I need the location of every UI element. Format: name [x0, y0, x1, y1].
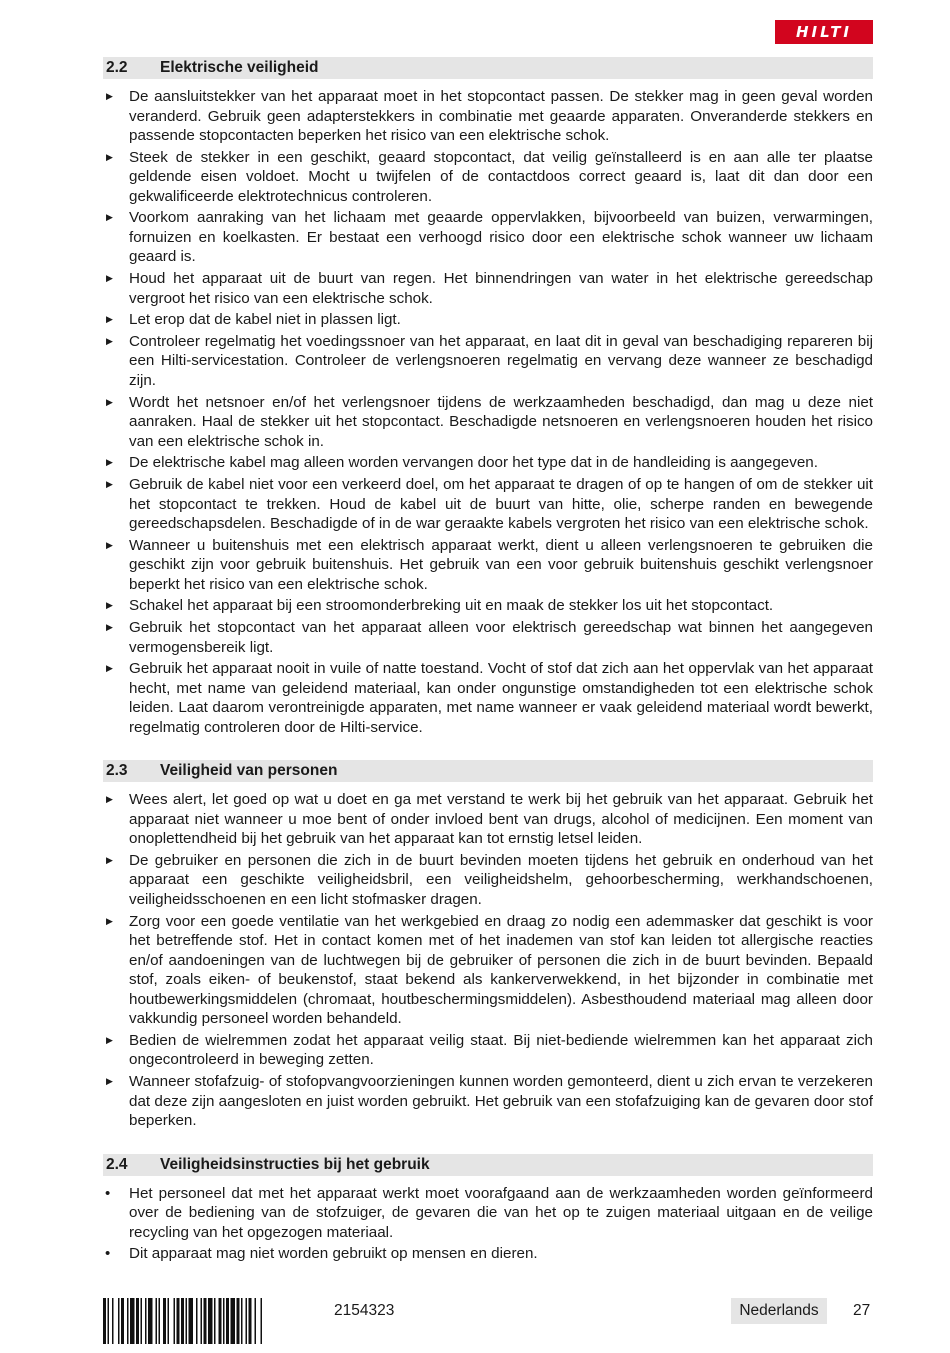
language-badge: Nederlands: [731, 1298, 827, 1324]
barcode-bar: [189, 1298, 194, 1344]
list-item: [103, 790, 873, 849]
list-item: [103, 912, 873, 1029]
list-item: [103, 1184, 873, 1243]
barcode-bar: [118, 1298, 120, 1344]
bullet-triangle-icon: ▶: [106, 600, 113, 611]
bullet-triangle-icon: ▶: [106, 212, 113, 223]
list-item-text: De gebruiker en personen die zich in de buurt bevinden moeten tijdens het gebruik en onderhoud van het apparaat een geschikte veiligheidsbril, een veiligheidshelm, gehoorbescherming, werkhandschoenen, veiligheidsschoenen en een licht stofmasker dragen.: [129, 851, 873, 908]
list-item-text: Gebruik het stopcontact van het apparaat alleen voor elektrisch gereedschap wat binnen het aangegeven vermogensbereik ligt.: [129, 619, 873, 656]
bullet-dot-icon: •: [105, 1184, 111, 1202]
barcode-bar: [103, 1298, 106, 1344]
list-item: [103, 618, 873, 657]
list-item-text: Wees alert, let goed op wat u doet en ga met verstand te werk bij het gebruik van het apparaat. Gebruik het apparaat niet wanneer u moe bent of onder invloed bent van drugs, alcohol of medicijnen. Een moment van onoplettendheid bij het gebruik van het apparaat kan tot ernstig letsel leiden.: [129, 791, 873, 848]
list-item: [103, 659, 873, 737]
list-item: [103, 87, 873, 146]
bullet-triangle-icon: ▶: [106, 273, 113, 284]
barcode-bar: [249, 1298, 252, 1344]
barcode-bar: [181, 1298, 184, 1344]
list-item-text: Houd het apparaat uit de buurt van regen. Het binnendringen van water in het elektrische gereedschap vergroot het risico van een elektrische schok.: [129, 270, 873, 307]
hilti-logo: [775, 20, 873, 44]
barcode-bar: [201, 1298, 203, 1344]
document-body: [103, 57, 873, 1287]
list-item: [103, 208, 873, 267]
barcode-bar: [127, 1298, 129, 1344]
section-title: Veiligheidsinstructies bij het gebruik: [160, 1155, 430, 1173]
bullet-triangle-icon: ▶: [106, 151, 113, 162]
barcode-bar: [159, 1298, 161, 1344]
list-item-text: Dit apparaat mag niet worden gebruikt op mensen en dieren.: [129, 1245, 538, 1263]
section-heading: [103, 57, 873, 79]
logo-text: HILTI: [795, 23, 853, 41]
barcode-bar: [186, 1298, 188, 1344]
barcode-bar: [208, 1298, 213, 1344]
barcode-bar: [148, 1298, 153, 1344]
list-item-text: Voorkom aanraking van het lichaam met geaarde oppervlakken, bijvoorbeeld van buizen, verwarmingen, fornuizen en koelkasten. Er bestaat een verhoogd risico door een elektrische schok wanneer uw lichaam geaard is.: [129, 209, 873, 266]
list-item-text: De aansluitstekker van het apparaat moet in het stopcontact passen. De stekker mag in geen geval worden veranderd. Gebruik geen adapterstekkers in combinatie met geaarde apparaten. Onveranderde stekkers en passende stopcontacten beperken het risico van een elektrische schok.: [129, 88, 873, 144]
bullet-triangle-icon: ▶: [106, 335, 113, 346]
section-number: 2.4: [106, 1155, 128, 1173]
list-item: [103, 269, 873, 308]
bullet-triangle-icon: ▶: [106, 91, 113, 101]
list-item: [103, 393, 873, 452]
barcode-bar: [156, 1298, 158, 1344]
section-2-3: [103, 760, 873, 1130]
barcode-bar: [196, 1298, 198, 1344]
list-item-text: Gebruik de kabel niet voor een verkeerd doel, om het apparaat te dragen of op te hangen of om de stekker uit het stopcontact te trekken. Houd de kabel uit de buurt van hitte, olie, scherpe randen en bewegende gereedschapsdelen. Beschadigde of in de war geraakte kabels vergroten het risico van een elektrische schok.: [129, 476, 873, 532]
bullet-triangle-icon: ▶: [106, 1034, 113, 1045]
section-2-4: [103, 1154, 873, 1264]
bullet-dot-icon: •: [105, 1245, 111, 1263]
barcode-bar: [246, 1298, 248, 1344]
barcode-bar: [141, 1298, 143, 1344]
barcode-bar: [261, 1298, 263, 1344]
barcode-bar: [177, 1298, 180, 1344]
section-heading: [103, 760, 873, 782]
bullet-triangle-icon: ▶: [106, 915, 113, 926]
bullet-triangle-icon: ▶: [106, 794, 113, 805]
barcode-bar: [214, 1298, 216, 1344]
barcode-bar: [255, 1298, 257, 1344]
list-item-text: Gebruik het apparaat nooit in vuile of natte toestand. Vocht of stof dat zich aan het oppervlak van het apparaat hecht, met name van geleidend materiaal, kan onder ongunstige omstandigheden tot een elektrische schok leiden. Laat daarom verontreinigde apparaten, met name wanneer er vaak geleidend materiaal wordt bewerkt, regelmatig controleren door de Hilti-service.: [129, 660, 873, 736]
barcode-bar: [241, 1298, 243, 1344]
barcode-bar: [108, 1298, 110, 1344]
bullet-list: [103, 1184, 873, 1264]
list-item: [103, 1244, 873, 1264]
list-item: [103, 596, 873, 616]
bullet-triangle-icon: ▶: [106, 622, 113, 633]
bullet-triangle-icon: ▶: [106, 1076, 113, 1086]
list-item: [103, 1031, 873, 1070]
page-number: 27: [853, 1302, 871, 1319]
barcode-bar: [219, 1298, 222, 1344]
barcode-bar: [223, 1298, 225, 1344]
bullet-triangle-icon: ▶: [106, 663, 113, 674]
list-item-text: Bedien de wielremmen zodat het apparaat veilig staat. Bij niet-bediende wielremmen kan het apparaat zich ongecontroleerd in beweging zetten.: [129, 1031, 873, 1069]
list-item-text: Wanneer stofafzuig- of stofopvangvoorzieningen kunnen worden gemonteerd, dient u zich ervan te verzekeren dat deze zijn aangesloten en juist worden gebruikt. Het gebruik van een stofafzuiging kan de gevaren door stof beperken.: [129, 1073, 873, 1129]
list-item: [103, 310, 873, 330]
list-item-text: Schakel het apparaat bij een stroomonderbreking uit en maak de stekker los uit het stopcontact.: [129, 597, 774, 615]
barcode-bar: [174, 1298, 176, 1344]
list-item-text: Het personeel dat met het apparaat werkt moet voorafgaand aan de werkzaamheden worden geïnformeerd over de bediening van de stofzuiger, de gevaren die van het op te zuigen materiaal uitgaan en de veilige recycling van het opgezogen materiaal.: [129, 1184, 873, 1241]
list-item-text: Steek de stekker in een geschikt, geaard stopcontact, dat veilig geïnstalleerd is en aan alle ter plaatse geldende eisen voldoet. Mocht u twijfelen of de contactdoos correct geaard is, laat dit dan door een gekwalificeerde elektrotechnicus controleren.: [129, 148, 873, 205]
barcode-bar: [163, 1298, 166, 1344]
bullet-triangle-icon: ▶: [106, 854, 113, 865]
bullet-triangle-icon: ▶: [106, 479, 113, 489]
list-item: [103, 475, 873, 534]
barcode-bar: [145, 1298, 147, 1344]
bullet-list: [103, 790, 873, 1130]
section-number: 2.3: [106, 762, 128, 780]
barcode-bar: [226, 1298, 229, 1344]
list-item: [103, 453, 873, 473]
list-item: [103, 536, 873, 595]
barcode-bar: [231, 1298, 236, 1344]
section-heading: [103, 1154, 873, 1176]
barcode-bar: [204, 1298, 207, 1344]
barcode-bar: [168, 1298, 170, 1344]
list-item: [103, 332, 873, 391]
bullet-triangle-icon: ▶: [106, 457, 113, 468]
section-number: 2.2: [106, 59, 128, 76]
list-item-text: Let erop dat de kabel niet in plassen ligt.: [129, 311, 401, 329]
list-item: [103, 148, 873, 207]
bullet-triangle-icon: ▶: [106, 396, 113, 407]
list-item-text: Wordt het netsnoer en/of het verlengsnoer tijdens de werkzaamheden beschadigd, dan mag u deze niet aanraken. Haal de stekker uit het stopcontact. Beschadigde netsnoeren en verlengsnoeren houden het risico van een elektrische schok in.: [129, 393, 873, 450]
barcode-bar: [136, 1298, 139, 1344]
bullet-list: [103, 87, 873, 737]
list-item-text: Wanneer u buitenshuis met een elektrisch apparaat werkt, dient u alleen verlengsnoeren te gebruiken die geschikt zijn voor gebruik buitenshuis. Het gebruik van een voor gebruik buitenshuis geschikt verlengsnoer beperkt het risico van een elektrische schok.: [129, 536, 873, 593]
barcode-bar: [112, 1298, 114, 1344]
list-item-text: Zorg voor een goede ventilatie van het werkgebied en draag zo nodig een ademmasker dat geschikt is voor het betreffende stof. Het in contact komen met of het inademen van stof kan leiden tot allergische reacties en/of aandoeningen van de luchtwegen bij de gebruiker of personen die zich in de buurt bevinden. Bepaald stof, zoals eiken- of beukenstof, staat bekend als kankerverwekkend, in het bijzonder in combinatie met houtbewerkingsmiddelen (chromaat, houtbeschermingsmiddelen). Asbesthoudend materiaal mag alleen door vakkundig personeel worden behandeld.: [129, 912, 873, 1028]
bullet-triangle-icon: ▶: [106, 314, 113, 325]
document-code: 2154323: [334, 1302, 395, 1319]
list-item: [103, 851, 873, 910]
section-2-2: [103, 57, 873, 737]
list-item-text: Controleer regelmatig het voedingssnoer van het apparaat, en laat dit in geval van beschadiging repareren bij een Hilti-servicestation. Controleer de verlengsnoeren regelmatig en vervang deze wanneer ze beschadigd zijn.: [129, 332, 873, 389]
barcode-image: [103, 1298, 311, 1344]
list-item-text: De elektrische kabel mag alleen worden vervangen door het type dat in de handleiding is aangegeven.: [129, 454, 818, 472]
section-title: Elektrische veiligheid: [160, 59, 319, 76]
section-title: Veiligheid van personen: [160, 762, 338, 780]
bullet-triangle-icon: ▶: [106, 539, 113, 550]
list-item: [103, 1072, 873, 1131]
barcode-bar: [130, 1298, 135, 1344]
barcode-bar: [121, 1298, 124, 1344]
barcode-bar: [237, 1298, 240, 1344]
